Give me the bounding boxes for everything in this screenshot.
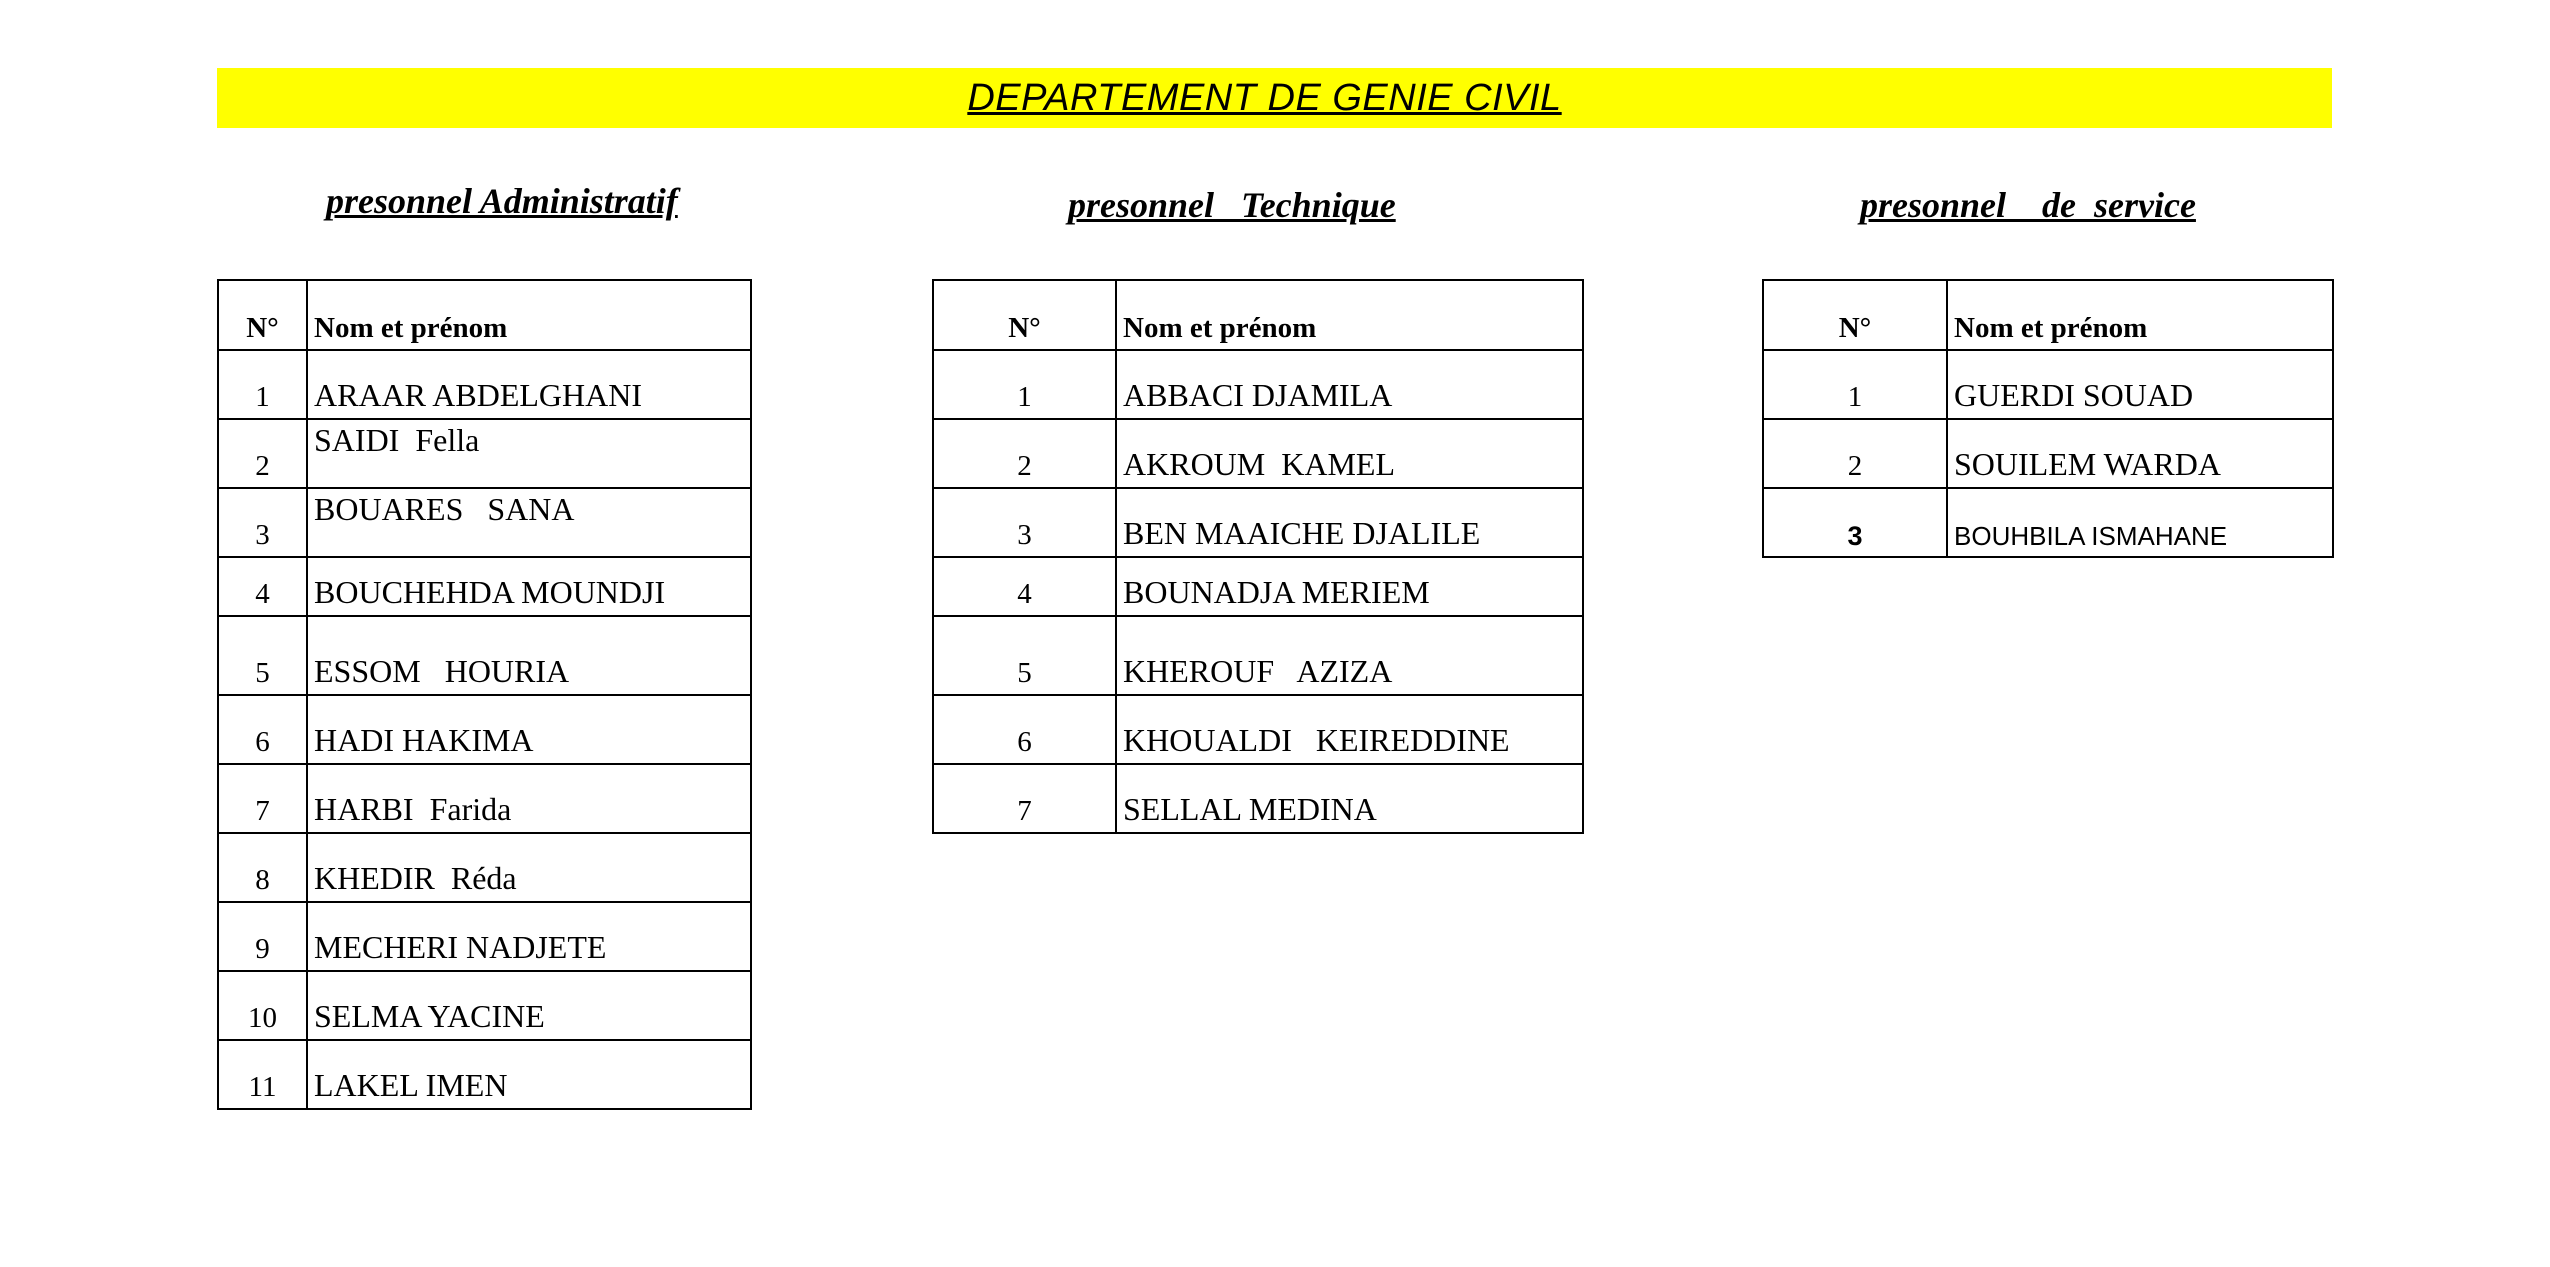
table-row [218, 557, 751, 616]
table-row [933, 616, 1583, 695]
row-name: ARAAR ABDELGHANI [307, 350, 751, 419]
row-number: 11 [218, 1040, 307, 1109]
column-header-name: Nom et prénom [1116, 280, 1583, 350]
row-name: LAKEL IMEN [307, 1040, 751, 1109]
row-number: 4 [933, 557, 1116, 616]
table-row [218, 764, 751, 833]
row-number: 6 [218, 695, 307, 764]
row-name: SELMA YACINE [307, 971, 751, 1040]
table-row [1763, 419, 2333, 488]
row-number: 7 [218, 764, 307, 833]
row-name: GUERDI SOUAD [1947, 350, 2333, 419]
table-header-row [933, 280, 1583, 350]
row-number: 2 [218, 419, 307, 488]
section-title-service: presonnel de service [1860, 185, 2196, 225]
column-header-number: N° [933, 280, 1116, 350]
row-name: HADI HAKIMA [307, 695, 751, 764]
department-banner [217, 68, 2332, 128]
row-number: 8 [218, 833, 307, 902]
row-number: 2 [933, 419, 1116, 488]
column-header-name: Nom et prénom [307, 280, 751, 350]
row-name: SELLAL MEDINA [1116, 764, 1583, 833]
row-name: KHOUALDI KEIREDDINE [1116, 695, 1583, 764]
row-number: 3 [1763, 488, 1947, 557]
table-header-row [218, 280, 751, 350]
table-row [1763, 488, 2333, 557]
row-name: SAIDI Fella [307, 419, 751, 488]
table-row [218, 488, 751, 557]
row-number: 1 [933, 350, 1116, 419]
table-row [218, 419, 751, 488]
table-row [1763, 350, 2333, 419]
row-number: 5 [933, 616, 1116, 695]
row-number: 4 [218, 557, 307, 616]
row-name: KHEROUF AZIZA [1116, 616, 1583, 695]
table-row [933, 557, 1583, 616]
row-name: BOUHBILA ISMAHANE [1947, 488, 2333, 557]
row-name: AKROUM KAMEL [1116, 419, 1583, 488]
row-number: 9 [218, 902, 307, 971]
table-row [933, 350, 1583, 419]
section-title-administratif: presonnel Administratif [326, 181, 678, 221]
row-number: 3 [218, 488, 307, 557]
row-number: 1 [1763, 350, 1947, 419]
row-name: BOUNADJA MERIEM [1116, 557, 1583, 616]
row-number: 3 [933, 488, 1116, 557]
table-row [218, 1040, 751, 1109]
row-number: 10 [218, 971, 307, 1040]
row-number: 2 [1763, 419, 1947, 488]
row-number: 7 [933, 764, 1116, 833]
column-header-number: N° [218, 280, 307, 350]
table-service [1762, 279, 2334, 558]
row-name: ABBACI DJAMILA [1116, 350, 1583, 419]
table-administratif [217, 279, 752, 1110]
table-row [218, 616, 751, 695]
table-row [933, 419, 1583, 488]
row-name: SOUILEM WARDA [1947, 419, 2333, 488]
table-row [218, 695, 751, 764]
column-header-name: Nom et prénom [1947, 280, 2333, 350]
row-number: 6 [933, 695, 1116, 764]
table-technique [932, 279, 1584, 834]
table-row [218, 971, 751, 1040]
table-row [933, 488, 1583, 557]
row-name: BOUCHEHDA MOUNDJI [307, 557, 751, 616]
row-name: MECHERI NADJETE [307, 902, 751, 971]
table-row [218, 833, 751, 902]
row-number: 5 [218, 616, 307, 695]
row-name: HARBI Farida [307, 764, 751, 833]
table-row [933, 695, 1583, 764]
column-header-number: N° [1763, 280, 1947, 350]
row-name: ESSOM HOURIA [307, 616, 751, 695]
page-title: DEPARTEMENT DE GENIE CIVIL [967, 76, 1562, 119]
row-number: 1 [218, 350, 307, 419]
section-title-technique: presonnel Technique [1068, 185, 1396, 225]
row-name: BOUARES SANA [307, 488, 751, 557]
table-row [218, 350, 751, 419]
table-row [218, 902, 751, 971]
row-name: BEN MAAICHE DJALILE [1116, 488, 1583, 557]
table-row [933, 764, 1583, 833]
table-header-row [1763, 280, 2333, 350]
row-name: KHEDIR Réda [307, 833, 751, 902]
